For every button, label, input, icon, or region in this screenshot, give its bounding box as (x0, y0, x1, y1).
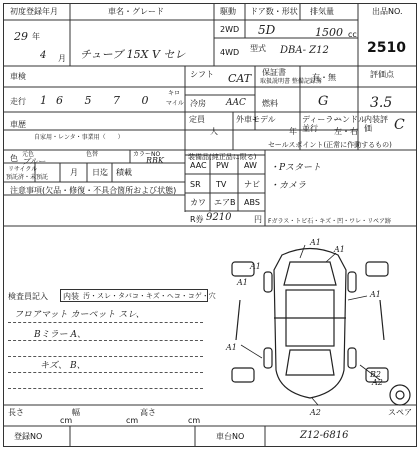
options-line: Fガラス・トビ石・キズ・凹・ワレ・リペア跡 (268, 218, 392, 225)
sales-point-1: ・Pスタート (270, 163, 322, 173)
color-no-label: カラーNO (133, 151, 161, 158)
damage-mark: A1 (250, 262, 261, 271)
equip-tv: TV (216, 180, 227, 189)
warranty-yes-no: 有・無 (312, 73, 336, 82)
equipment-label: 装備品(純正品に限る) (188, 153, 257, 161)
damage-mark: A1 (226, 343, 237, 352)
duties-label: 月 (70, 168, 78, 177)
height-unit: cm (188, 416, 201, 425)
damage-mark: A1 (334, 245, 345, 254)
drive-2wd: 2WD (220, 25, 240, 34)
equip-aac: AAC (190, 161, 207, 170)
damage-mark: A1 (370, 290, 381, 299)
month-unit: 月 (58, 54, 66, 63)
damage-mark: A1 (310, 238, 321, 247)
inside-options: 汚・スレ・タバコ・キズ・ヘコ・コゲ・穴 (83, 292, 216, 300)
lot-label: 出品NO. (372, 7, 403, 16)
length-label: 長さ (8, 408, 24, 417)
day-ship-label: 日迄 (92, 168, 108, 177)
dash-line-5 (8, 388, 203, 389)
dash-line-4 (8, 372, 203, 373)
damage-mark: B2 (370, 370, 381, 379)
model-year-label: 外車モデル (236, 115, 276, 124)
mileage-label: 走行 (10, 97, 26, 106)
equip-aw: AW (244, 161, 257, 170)
fuel-value: G (318, 94, 329, 109)
recycle-options: 預託済・未預託 (6, 174, 49, 181)
aircon-value: AAC (226, 98, 246, 108)
score-label: 評価点 (370, 70, 394, 79)
remark-1: フロアマット カーペット スレ、 (14, 310, 145, 320)
equip-r-unit: 円 (254, 215, 262, 224)
damage-mark: A1 (237, 278, 248, 287)
damage-mark: A2 (310, 408, 321, 417)
score-value: 3.5 (370, 95, 393, 111)
equip-navi: ナビ (244, 180, 260, 189)
reg-month: 4 (40, 50, 47, 61)
equip-leather: カワ (190, 198, 206, 207)
width-label: 幅 (72, 408, 80, 417)
capacity-value: 9210 (206, 212, 232, 223)
km-label: キロ (168, 90, 181, 97)
displacement-label: 排気量 (310, 7, 334, 16)
spare-label: スペア (388, 408, 412, 417)
history-options: 自家用・レンタ・事業用（ ） (34, 134, 124, 141)
inspection-label: 車検 (10, 72, 26, 81)
shift-value: CAT (228, 72, 252, 85)
dash-line-1 (8, 322, 203, 323)
lot-number: 2510 (367, 40, 406, 56)
sales-point-2: ・カメラ (270, 181, 307, 191)
cc-unit: cc (348, 30, 357, 39)
mileage-value: 16 5 7 0 (40, 94, 158, 107)
drive-label: 駆動 (220, 7, 236, 16)
capacity-label: 定員 (189, 115, 205, 124)
equip-pw: PW (216, 161, 229, 170)
mile-label: マイル (166, 100, 184, 107)
registration-label: 初度登録年月 (10, 7, 58, 16)
length-unit: cm (60, 416, 73, 425)
model-label: 型式 (250, 44, 266, 53)
color-label: 色 (10, 154, 18, 163)
history-label: 車歴 (10, 120, 26, 129)
chassis-no-label: 車台NO (216, 432, 245, 441)
dealer-label: ディーラー 並行 (302, 115, 342, 133)
fuel-label: 燃料 (262, 99, 278, 108)
equip-sr: SR (190, 180, 201, 189)
color-original: 元色 (22, 151, 35, 158)
car-outline (232, 249, 410, 406)
dash-line-2 (8, 340, 203, 341)
damage-mark: A2 (372, 378, 383, 387)
year-unit: 年 (32, 32, 40, 41)
drive-4wd: 4WD (220, 48, 240, 57)
handle-options: 左・右 (334, 127, 358, 136)
model-code: DBA- Z12 (280, 45, 329, 56)
model-year-unit: 年 (289, 127, 297, 136)
color-value: ブルー (22, 157, 46, 166)
handle-label: ハンドル (334, 115, 366, 124)
car-name: チューブ 15X V セレ (80, 48, 186, 61)
interior-label: 内装評価 (364, 115, 388, 133)
notes-label: 注意事項(欠品・修復・不具合箇所および状態) (10, 186, 177, 195)
shift-label: シフト (190, 70, 214, 79)
interior-score: C (394, 117, 405, 133)
equip-r-ticket: R券 (190, 215, 204, 224)
export-label: 積載 (116, 168, 132, 177)
dash-line-3 (8, 356, 203, 357)
color-changed: 色替 (86, 151, 99, 158)
name-grade-label: 車名・グレード (108, 7, 164, 16)
chassis-number: Z12-6816 (300, 430, 349, 441)
displacement-value: 1500 (315, 26, 343, 39)
doors: 5D (258, 23, 276, 37)
warranty-sub: 取扱説明書 整備記録簿 (260, 78, 322, 85)
reg-no-label: 登録NO (14, 432, 43, 441)
recycle-label: リサイクル (8, 166, 38, 173)
equip-airbag: エアB (214, 198, 236, 207)
inside-label: 内装 (63, 292, 79, 301)
width-unit: cm (126, 416, 139, 425)
height-label: 高さ (140, 408, 156, 417)
person-unit: 人 (210, 127, 218, 136)
warranty-label: 保証書 (262, 68, 286, 77)
cooling-label: 冷房 (190, 99, 206, 108)
reg-year: 29 (14, 30, 28, 43)
door-label: ドア数・形状 (250, 7, 298, 16)
remark-3: キズ、 B、 (40, 361, 86, 371)
sales-point-label: セールスポイント(正常に作動するもの) (268, 141, 392, 149)
equip-abs: ABS (244, 198, 260, 207)
inspector-label: 検査員記入 (8, 292, 48, 301)
remark-2: Bミラー A、 (34, 330, 86, 340)
color-code: RBK (146, 156, 164, 165)
